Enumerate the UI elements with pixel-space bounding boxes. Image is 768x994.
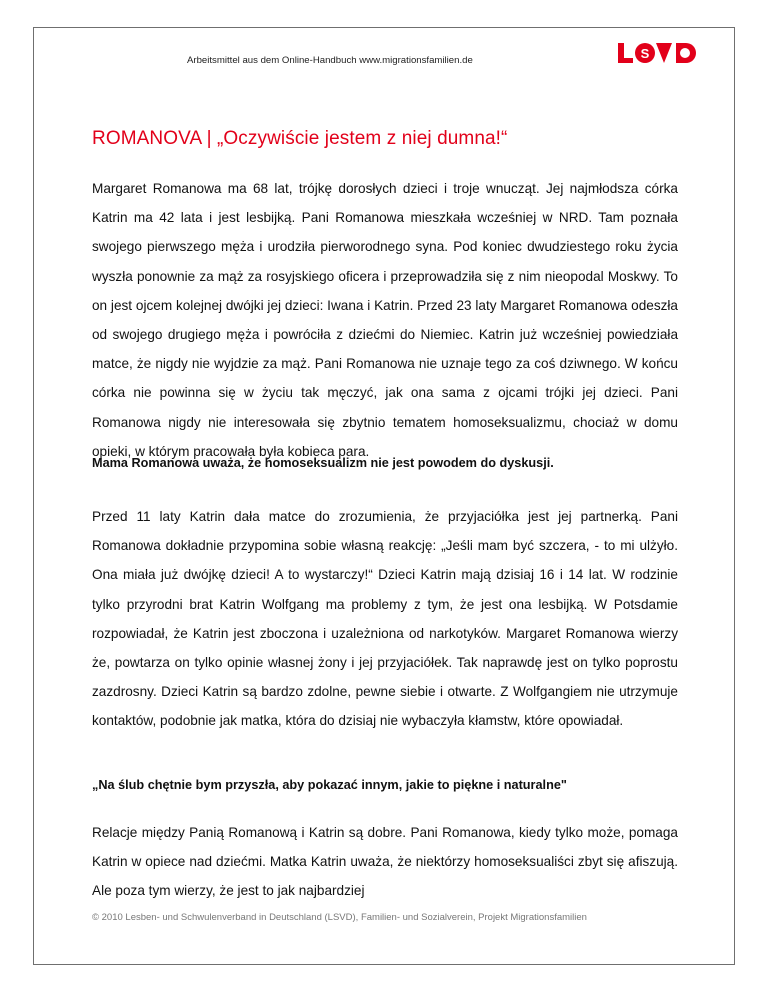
paragraph-3: Relacje między Panią Romanową i Katrin są dobre. Pani Romanowa, kiedy tylko może, pomaga Katrin w opiece nad dziećmi. Matka Katrin uważa, że niektórzy homoseksualiści zbyt się afiszują. Ale poza tym wierzy, że jest to jak najbardziej: [92, 825, 678, 899]
subheading-2: „Na ślub chętnie bym przyszła, aby pokazać innym, jakie to piękne i naturalne": [92, 778, 567, 792]
svg-text:S: S: [640, 46, 650, 61]
footer-copyright: © 2010 Lesben- und Schwulenverband in Deutschland (LSVD), Familien- und Sozialverein, Projekt Migrationsfamilien: [92, 912, 587, 923]
paragraph-2: Przed 11 laty Katrin dała matce do zrozumienia, że przyjaciółka jest jej partnerką. Pani Romanowa dokładnie przypomina sobie własną reakcję: „Jeśli mam być szczera, - to mi ulżyło. Ona miała już dwójkę dzieci! A to wystarczy!“ Dzieci Katrin mają dzisiaj 16 i 14 lat. W rodzinie tylko przyrodni brat Katrin Wolfgang ma problemy z tym, że jest ona lesbijką. W Potsdamie rozpowiadał, że Katrin jest zboczona i uzależniona od narkotyków. Margaret Romanowa wierzy że, powtarza on tylko opinie własnej żony i jej przyjaciółek. Tak naprawdę jest on tylko poprostu zazdrosny. Dzieci Katrin są bardzo zdolne, pewne siebie i otwarte. Z Wolfgangiem nie utrzymuje kontaktów, podobnie jak matka, która do dzisiaj nie wybaczyła kłamstw, które opowiadał.: [92, 509, 678, 729]
header-text: Arbeitsmittel aus dem Online-Handbuch www.migrationsfamilien.de: [187, 55, 473, 66]
paragraph-1: Margaret Romanowa ma 68 lat, trójkę dorosłych dzieci i troje wnucząt. Jej najmłodsza córka Katrin ma 42 lata i jest lesbijką. Pani Romanowa mieszkała wcześniej w NRD. Tam poznała swojego pierwszego męża i urodziła pierworodnego syna. Pod koniec dwudziestego roku życia wyszła ponownie za mąż za rosyjskiego oficera i przeprowadziła się z nim nieopodal Moskwy. To on jest ojcem kolejnej dwójki jej dzieci: Iwana i Katrin. Przed 23 laty Margaret Romanowa odeszła od swojego drugiego męża i powróciła z dziećmi do Niemiec. Katrin już wcześniej powiedziała matce, że nigdy nie wyjdzie za mąż. Pani Romanowa nie uznaje tego za coś dziwnego. W końcu córka nie powinna się w życiu tak męczyć, jak ona sama z ojcami trójki jej dzieci. Pani Romanowa nigdy nie interesowała się zbytnio tematem homoseksualizmu, chociaż w domu opieki, w którym pracowała była kobieca para.: [92, 181, 678, 459]
page-title: ROMANOVA | „Oczywiście jestem z niej dumna!“: [92, 128, 508, 149]
lsvd-logo: [614, 40, 704, 66]
subheading-1: Mama Romanowa uważa, że homoseksualizm nie jest powodem do dyskusji.: [92, 456, 554, 470]
